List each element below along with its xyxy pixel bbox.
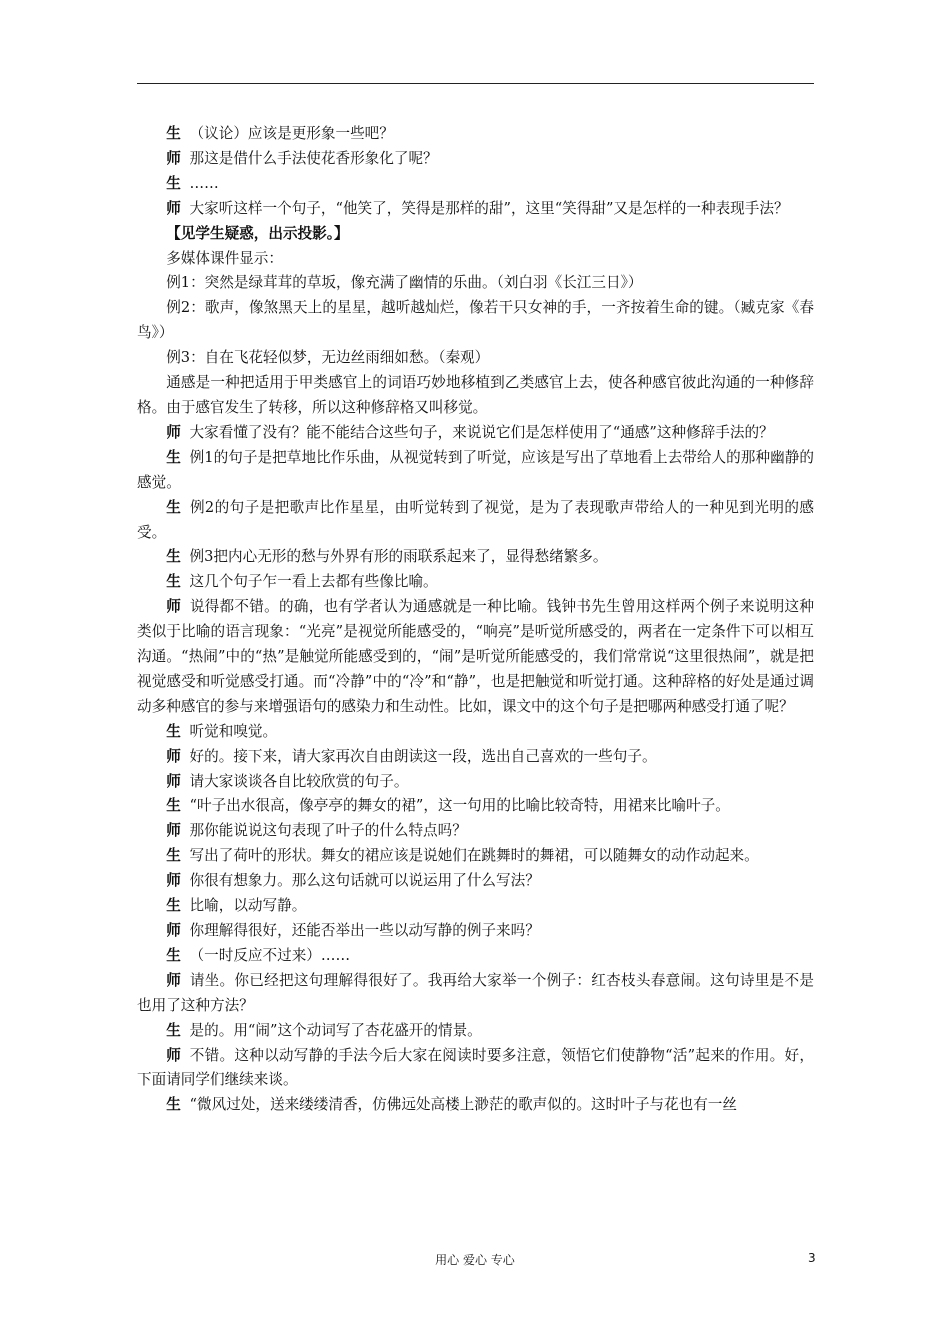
paragraph-text: 那你能说说这句表现了叶子的什么特点吗？	[189, 822, 467, 840]
paragraph	[137, 919, 814, 944]
paragraph	[137, 496, 814, 546]
speaker-label: 生	[166, 1021, 181, 1039]
paragraph-text: “微风过处，送来缕缕清香，仿佛远处高楼上渺茫的歌声似的。这时叶子与花也有一丝	[189, 1096, 737, 1114]
paragraph	[137, 222, 814, 247]
paragraph	[137, 545, 814, 570]
paragraph	[137, 346, 814, 371]
speaker-label: 师	[166, 1046, 182, 1064]
paragraph	[137, 296, 814, 346]
paragraph	[137, 1019, 814, 1044]
speaker-label: 生	[166, 897, 181, 915]
speaker-label: 生	[166, 573, 181, 591]
paragraph-text: 不错。这种以动写静的手法今后大家在阅读时要多注意，领悟它们使静物“活”起来的作用。好，下面请同学们继续来谈。	[137, 1046, 814, 1089]
speaker-label: 师	[166, 199, 181, 217]
speaker-label: 师	[166, 822, 181, 840]
speaker-label: 师	[166, 149, 181, 167]
speaker-label: 师	[166, 772, 181, 790]
paragraph	[137, 745, 814, 770]
paragraph	[137, 1093, 814, 1118]
paragraph-text: 那这是借什么手法使花香形象化了呢？	[189, 149, 438, 167]
document-body	[137, 122, 814, 1118]
speaker-label: 师	[166, 747, 181, 765]
speaker-label: 生	[166, 548, 181, 566]
paragraph	[137, 446, 814, 496]
paragraph-text: 是的。用“闹”这个动词写了杏花盛开的情景。	[189, 1021, 482, 1039]
paragraph	[137, 969, 814, 1019]
speaker-label: 师	[166, 922, 181, 939]
paragraph-text: 写出了荷叶的形状。舞女的裙应该是说她们在跳舞时的舞裙，可以随舞女的动作动起来。	[189, 847, 759, 865]
paragraph	[137, 720, 814, 745]
paragraph	[137, 869, 814, 894]
speaker-label: 生	[166, 722, 181, 740]
paragraph-text: 你理解得很好，还能否举出一些以动写静的例子来吗？	[189, 922, 540, 939]
paragraph	[137, 944, 814, 969]
paragraph-text: 好的。接下来，请大家再次自由朗读这一段，选出自己喜欢的一些句子。	[189, 747, 657, 765]
paragraph	[137, 197, 814, 222]
paragraph-text: 例2的句子是把歌声比作星星，由听觉转到了视觉，是为了表现歌声带给人的一种见到光明的感受。	[137, 498, 814, 541]
header-rule	[137, 83, 814, 84]
paragraph-text: 比喻，以动写静。	[189, 897, 307, 915]
paragraph-text: 说得都不错。的确，也有学者认为通感就是一种比喻。钱钟书先生曾用这样两个例子来说明这种类似于比喻的语言现象：“光亮”是视觉所能感受的，“响亮”是听觉所感受的，两者在一定条件下可以相互沟通。“热闹”中的“热”是触觉所能感受到的，“闹”是听觉所能感受的，我们常常说“这里很热闹”，就是把视觉感受和听觉感受打通。而“冷静”中的“冷”和“静”，也是把触觉和听觉打通。这种辞格的好处是通过调动多种感官的参与来增强语句的感染力和生动性。比如，课文中的这个句子是把哪两种感受打通了呢？	[137, 598, 814, 715]
paragraph-text: 大家看懂了没有？能不能结合这些句子，来说说它们是怎样使用了“通感”这种修辞手法的？	[189, 423, 774, 441]
paragraph	[137, 794, 814, 819]
paragraph-text: 例3：自在飞花轻似梦，无边丝雨细如愁。（秦观）	[166, 349, 490, 367]
paragraph-text: 例3把内心无形的愁与外界有形的雨联系起来了，显得愁绪繁多。	[189, 548, 608, 566]
paragraph	[137, 371, 814, 421]
paragraph-text: 这几个句子乍一看上去都有些像比喻。	[189, 573, 438, 591]
paragraph	[137, 570, 814, 595]
speaker-label: 生	[166, 448, 181, 466]
paragraph-text: （一时反应不过来）……	[189, 946, 351, 964]
speaker-label: 生	[166, 498, 182, 516]
paragraph-text: 请大家谈谈各自比较欣赏的句子。	[189, 772, 409, 790]
footer-text: 用心 爱心 专心	[435, 1253, 515, 1267]
paragraph-text: 例2：歌声，像煞黑天上的星星，越听越灿烂，像若干只女神的手，一齐按着生命的键。（臧克家《春鸟》）	[137, 299, 814, 342]
speaker-label: 生	[166, 797, 181, 815]
paragraph	[137, 147, 814, 172]
speaker-label: 生	[166, 847, 181, 865]
speaker-label: 师	[166, 971, 182, 989]
speaker-label: 生	[166, 174, 181, 192]
speaker-label: 师	[166, 872, 181, 890]
paragraph	[137, 421, 814, 446]
paragraph	[137, 770, 814, 795]
paragraph-text: 【见学生疑惑，出示投影。】	[166, 224, 349, 242]
speaker-label: 生	[166, 125, 181, 142]
speaker-label: 师	[166, 598, 182, 616]
paragraph-text: 你很有想象力。那么这句话就可以说运用了什么写法？	[189, 872, 540, 890]
paragraph-text: 例1的句子是把草地比作乐曲，从视觉转到了听觉，应该是写出了草地看上去带给人的那种幽静的感觉。	[137, 448, 814, 491]
paragraph-text: 大家听这样一个句子，“他笑了，笑得是那样的甜”，这里“笑得甜”又是怎样的一种表现手法？	[189, 199, 789, 217]
paragraph-text: 多媒体课件显示：	[166, 249, 283, 267]
paragraph	[137, 844, 814, 869]
speaker-label: 师	[166, 423, 181, 441]
paragraph-text: 通感是一种把适用于甲类感官上的词语巧妙地移植到乙类感官上去，使各种感官彼此沟通的一种修辞格。由于感官发生了转移，所以这种修辞格又叫移觉。	[137, 374, 814, 416]
paragraph-text: （议论）应该是更形象一些吧？	[189, 125, 394, 142]
paragraph	[137, 894, 814, 919]
paragraph	[137, 819, 814, 844]
paragraph	[137, 1044, 814, 1094]
speaker-label: 生	[166, 1096, 181, 1114]
paragraph	[137, 247, 814, 272]
paragraph-text: “叶子出水很高，像亭亭的舞女的裙”，这一句用的比喻比较奇特，用裙来比喻叶子。	[189, 797, 730, 815]
paragraph-text: ……	[189, 174, 219, 192]
paragraph	[137, 595, 814, 720]
paragraph-text: 听觉和嗅觉。	[189, 722, 278, 740]
paragraph-text: 例1：突然是绿茸茸的草坂，像充满了幽情的乐曲。（刘白羽《长江三日》）	[166, 274, 643, 292]
paragraph	[137, 271, 814, 296]
speaker-label: 生	[166, 946, 181, 964]
paragraph-text: 请坐。你已经把这句理解得很好了。我再给大家举一个例子：红杏枝头春意闹。这句诗里是不是也用了这种方法？	[137, 971, 814, 1014]
paragraph	[137, 172, 814, 197]
page-number: 3	[808, 1251, 816, 1265]
paragraph	[137, 122, 814, 147]
